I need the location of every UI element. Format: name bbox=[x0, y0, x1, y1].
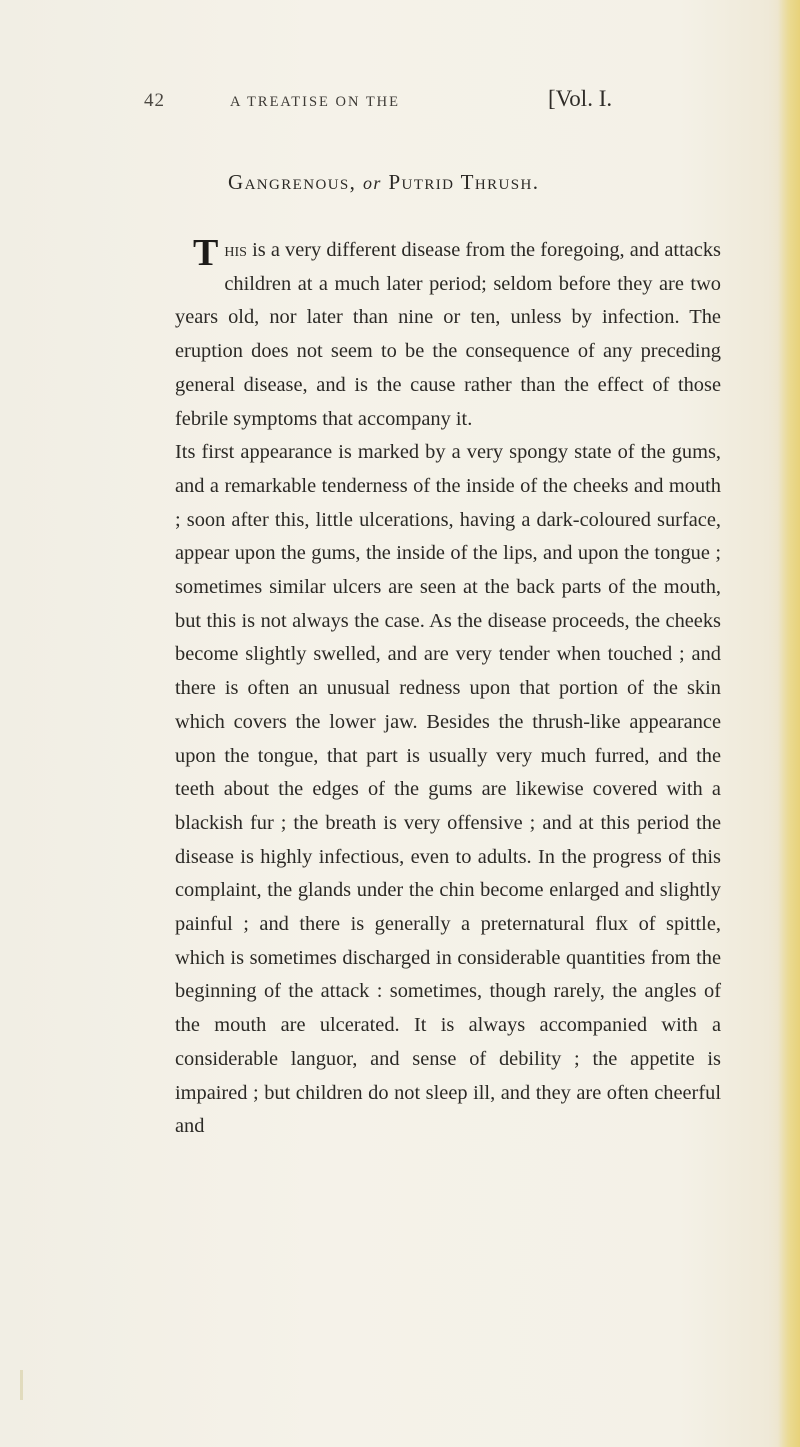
volume-marker: [Vol. I. bbox=[548, 86, 613, 111]
drop-cap: T bbox=[193, 232, 219, 274]
paragraph-2 bbox=[175, 436, 721, 1144]
page-blemish bbox=[20, 1370, 23, 1400]
section-title-conjunction: or bbox=[362, 173, 382, 193]
running-head-title: A TREATISE ON THE bbox=[230, 94, 401, 110]
page-number: 42 bbox=[144, 90, 165, 111]
body-text bbox=[175, 234, 721, 1144]
paragraph-1 bbox=[175, 234, 721, 436]
page-gutter-edge bbox=[778, 0, 800, 1447]
paragraph-1-text: is a very different disease from the foregoing, and attacks children at a much later period; seldom before they are two years old, nor later than nine or ten, unless by infection. The eruption does not seem to be the consequence of any preceding general disease, and is the cause rather than the effect of those febrile symptoms that accompany it. bbox=[175, 239, 721, 430]
paragraph-2-text: Its first appearance is marked by a very spongy state of the gums, and a remarkable tenderness of the inside of the cheeks and mouth ; soon after this, little ulcerations, having a dark-coloured surface, appear upon the gums, the inside of the lips, and upon the tongue ; sometimes similar ulcers are seen at the back parts of the mouth, but this is not always the case. As the disease proceeds, the cheeks become slightly swelled, and are very tender when touched ; and there is often an unusual redness upon that portion of the skin which covers the lower jaw. Besides the thrush-like appearance upon the tongue, that part is usually very much furred, and the teeth about the edges of the gums are likewise covered with a blackish fur ; the breath is very offensive ; and at this period the disease is highly infectious, even to adults. In the progress of this complaint, the glands under the chin become enlarged and slightly painful ; and there is generally a preternatural flux of spittle, which is sometimes discharged in considerable quantities from the beginning of the attack : sometimes, though rarely, the angles of the mouth are ulcerated. It is always accompanied with a considerable languor, and sense of debility ; the appetite is impaired ; but children do not sleep ill, and they are often cheerful and bbox=[175, 441, 721, 1138]
section-title-end: Putrid Thrush. bbox=[388, 170, 540, 194]
running-head bbox=[144, 86, 780, 112]
section-title bbox=[228, 170, 539, 195]
paragraph-lead-word: his bbox=[224, 239, 247, 261]
section-title-main: Gangrenous, bbox=[228, 170, 357, 194]
